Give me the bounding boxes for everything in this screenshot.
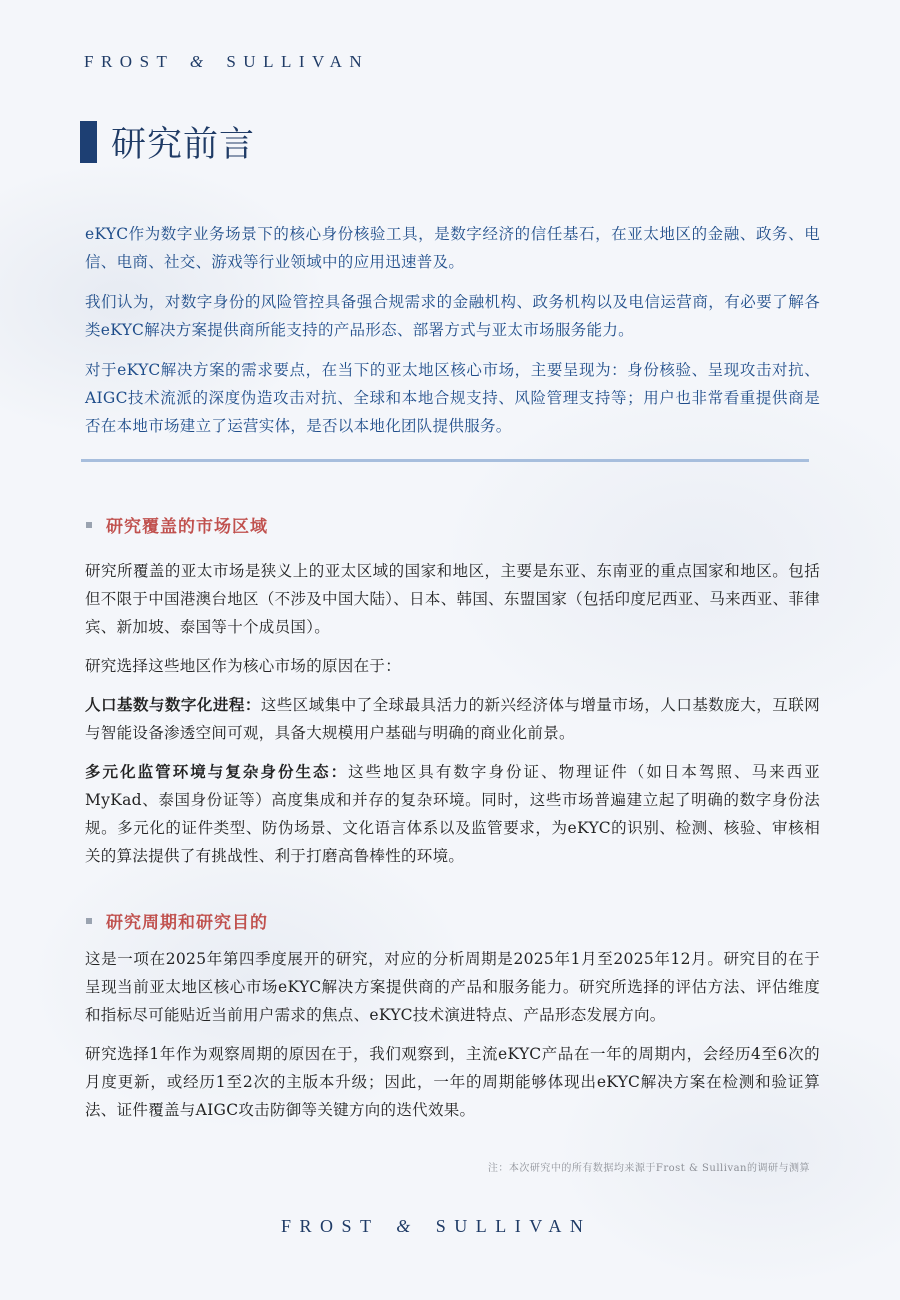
market-paragraph-4 bbox=[85, 758, 820, 870]
brand-ampersand: & bbox=[396, 1216, 419, 1236]
period-paragraph-1: 这是一项在2025年第四季度展开的研究，对应的分析周期是2025年1月至2025年12月。研究目的在于呈现当前亚太地区核心市场eKYC解决方案提供商的产品和服务能力。研究所选择的评估方法、评估维度和指标尽可能贴近当前用户需求的焦点、eKYC技术演进特点、产品形态发展方向。 bbox=[85, 950, 820, 1024]
square-bullet-icon bbox=[86, 918, 92, 924]
title-accent-bar bbox=[80, 121, 97, 163]
section-title-market: 研究覆盖的市场区域 bbox=[106, 517, 268, 537]
section-heading-period bbox=[86, 908, 268, 933]
brand-ampersand: & bbox=[189, 52, 211, 71]
square-bullet-icon bbox=[86, 522, 92, 528]
regulation-text: 这些地区具有数字身份证、物理证件（如日本驾照、马来西亚MyKad、泰国身份证等）高度集成和并存的复杂环境。同时，这些市场普遍建立起了明确的数字身份法规。多元化的证件类型、防伪场景、文化语言体系以及监管要求，为eKYC的识别、检测、核验、审核相关的算法提供了有挑战性、利于打磨高鲁棒性的环境。 bbox=[85, 763, 820, 865]
brand-word-sullivan: SULLIVAN bbox=[435, 1216, 592, 1236]
population-text: 这些区域集中了全球最具活力的新兴经济体与增量市场，人口基数庞大，互联网与智能设备渗透空间可观，具备大规模用户基础与明确的商业化前景。 bbox=[85, 696, 820, 742]
market-section-body bbox=[85, 557, 820, 881]
period-section-body bbox=[85, 945, 820, 1135]
source-note: 注：本次研究中的所有数据均来源于Frost & Sullivan的调研与测算 bbox=[487, 1163, 810, 1174]
intro-paragraph-3: 对于eKYC解决方案的需求要点，在当下的亚太地区核心市场，主要呈现为：身份核验、呈现攻击对抗、AIGC技术流派的深度伪造攻击对抗、全球和本地合规支持、风险管理支持等；用户也非常看重提供商是否在本地市场建立了运营实体，是否以本地化团队提供服务。 bbox=[85, 361, 820, 435]
period-paragraph-2: 研究选择1年作为观察周期的原因在于，我们观察到，主流eKYC产品在一年的周期内，会经历4至6次的月度更新，或经历1至2次的主版本升级；因此，一年的周期能够体现出eKYC解决方案在检测和验证算法、证件覆盖与AIGC攻击防御等关键方向的迭代效果。 bbox=[85, 1045, 820, 1119]
intro-section bbox=[85, 220, 820, 452]
regulation-label: 多元化监管环境与复杂身份生态： bbox=[85, 762, 349, 781]
intro-paragraph-2: 我们认为，对数字身份的风险管控具备强合规需求的金融机构、政务机构以及电信运营商，有必要了解各类eKYC解决方案提供商所能支持的产品形态、部署方式与亚太市场服务能力。 bbox=[85, 293, 820, 339]
market-paragraph-3 bbox=[85, 691, 820, 747]
brand-logo-top bbox=[84, 52, 369, 72]
market-paragraph-1: 研究所覆盖的亚太市场是狭义上的亚太区域的国家和地区，主要是东亚、东南亚的重点国家和地区。包括但不限于中国港澳台地区（不涉及中国大陆）、日本、韩国、东盟国家（包括印度尼西亚、马来西亚、菲律宾、新加坡、泰国等十个成员国）。 bbox=[85, 562, 820, 636]
market-paragraph-2: 研究选择这些地区作为核心市场的原因在于： bbox=[85, 657, 402, 675]
page-title-block bbox=[80, 120, 255, 164]
intro-paragraph-1: eKYC作为数字业务场景下的核心身份核验工具，是数字经济的信任基石，在亚太地区的金融、政务、电信、电商、社交、游戏等行业领域中的应用迅速普及。 bbox=[85, 225, 820, 271]
section-divider bbox=[81, 459, 809, 462]
section-title-period: 研究周期和研究目的 bbox=[106, 913, 268, 933]
brand-logo-bottom bbox=[281, 1216, 591, 1237]
brand-word-frost: FROST bbox=[84, 52, 175, 71]
population-label: 人口基数与数字化进程： bbox=[85, 695, 261, 714]
brand-word-frost: FROST bbox=[281, 1216, 380, 1236]
page-title: 研究前言 bbox=[111, 125, 256, 165]
section-heading-market bbox=[86, 512, 268, 537]
brand-word-sullivan: SULLIVAN bbox=[226, 52, 370, 71]
